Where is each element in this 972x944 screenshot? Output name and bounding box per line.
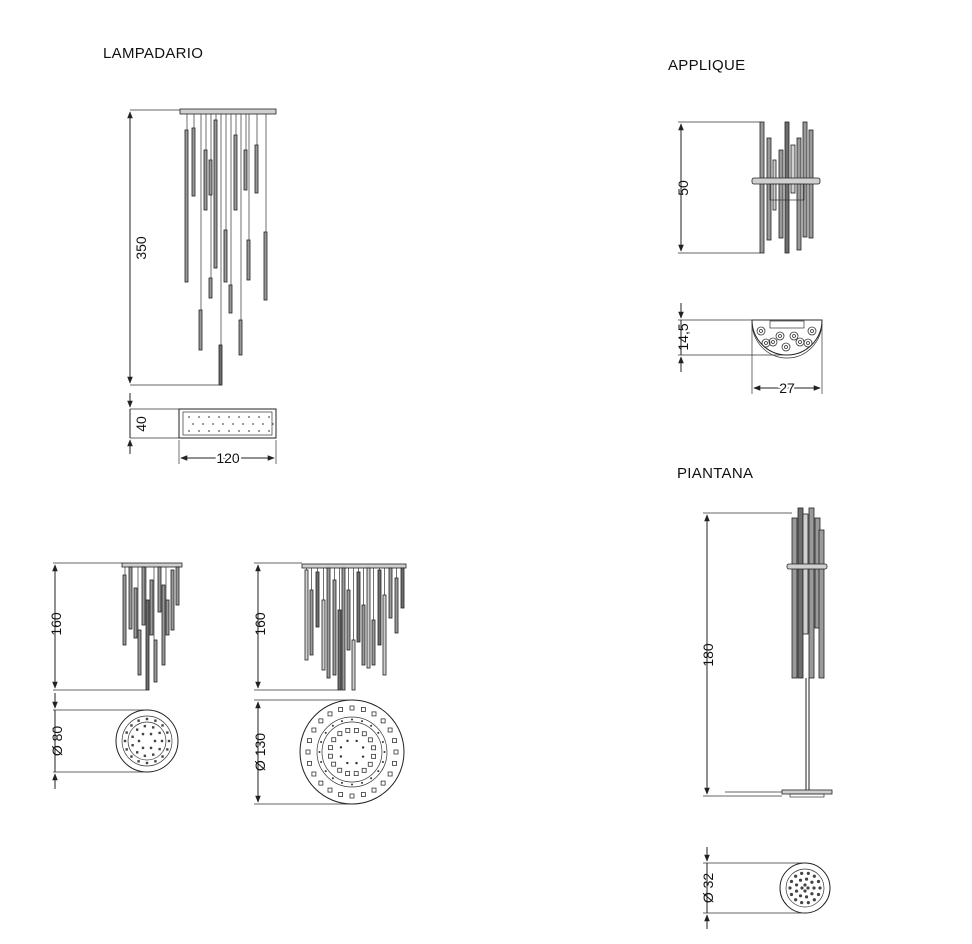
chandelier-canopy-top-view: [179, 409, 276, 438]
dimension-wall-height-50: [675, 122, 760, 253]
dimension-wall-depth-14-5: [675, 303, 787, 372]
large-chandelier-top-view: [300, 700, 404, 804]
title-lampadario: LAMPADARIO: [103, 45, 204, 62]
dimension-canopy-40: [130, 393, 179, 454]
dimension-floor-height-180: [700, 513, 792, 796]
label-large-diameter-130: Ø 130: [252, 732, 268, 772]
label-large-height-160: 160: [252, 612, 268, 636]
label-floor-height-180: 180: [700, 643, 716, 667]
label-canopy-40: 40: [133, 416, 149, 432]
label-wall-width-27: 27: [779, 380, 795, 396]
dimension-large-diameter-130: [252, 700, 352, 804]
label-small-height-160: 160: [48, 612, 64, 636]
label-width-120: 120: [216, 450, 240, 466]
chandelier-front-view: [180, 109, 276, 385]
label-small-diameter-80: Ø 80: [49, 725, 65, 757]
label-wall-depth-14-5: 14,5: [675, 323, 691, 351]
small-chandelier-top-view: [116, 710, 178, 772]
dimension-width-120: [179, 440, 276, 466]
wall-lamp-front-view: [752, 122, 820, 253]
title-piantana: PIANTANA: [677, 465, 754, 482]
large-chandelier-front-view: [302, 564, 406, 690]
label-wall-height-50: 50: [675, 180, 691, 196]
floor-lamp-front-view: [725, 508, 832, 797]
label-height-350: 350: [133, 236, 149, 260]
label-floor-diameter-32: Ø 32: [700, 872, 716, 904]
title-applique: APPLIQUE: [668, 57, 746, 74]
wall-lamp-top-view: [752, 320, 822, 358]
dimension-height-350: [130, 110, 222, 385]
floor-lamp-top-view: [780, 863, 830, 913]
dimension-small-diameter-80: [49, 693, 147, 789]
small-chandelier-front-view: [122, 563, 182, 690]
